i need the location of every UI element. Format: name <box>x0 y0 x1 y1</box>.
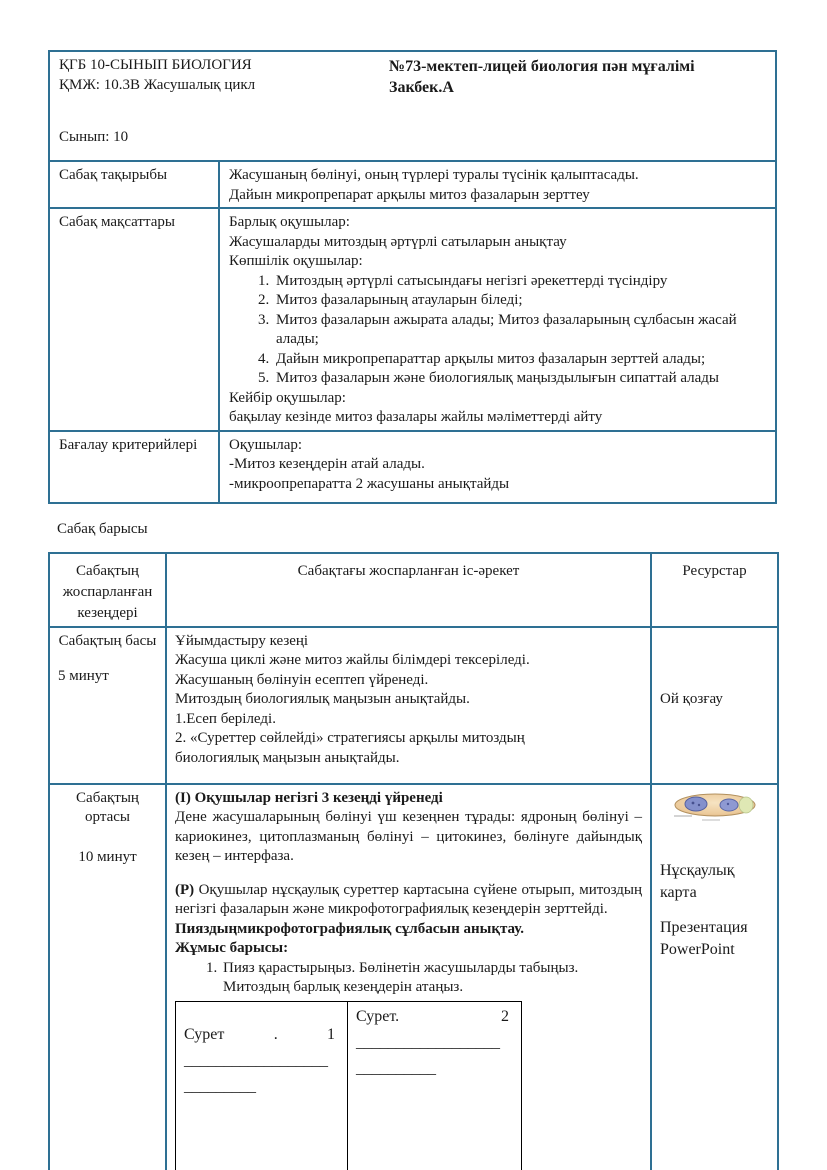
criteria-line-2: -Митоз кезеңдерін атай алады. <box>229 456 425 472</box>
topic-line-1: Жасушаның бөлінуі, оның түрлері туралы түсінік қалыптасады. <box>229 167 639 183</box>
figure-1-number: 1 <box>327 1025 335 1043</box>
plan-row-middle <box>49 784 778 1170</box>
activity-line: Жасуша циклі және митоз жайлы білімдері тексеріледі. <box>175 652 530 668</box>
figure-row <box>176 1001 522 1170</box>
document-content <box>48 50 777 1170</box>
info-header-cell <box>49 51 776 161</box>
criteria-label: Бағалау критерийлері <box>49 431 219 503</box>
plan-header-row <box>49 553 778 627</box>
activity-line: Жасушаның бөлінуін есептеп үйренеді. <box>175 671 429 688</box>
activity-start-cell <box>166 627 651 784</box>
goal-item: 4. Дайын микропрепараттар арқылы митоз фазаларын зерттей алады; <box>273 350 766 370</box>
figure-1-dot: . <box>273 1025 278 1043</box>
stage-start-cell <box>49 627 166 784</box>
stage-middle-label: Сабақтың ортасы <box>76 789 139 825</box>
stage-start-time: 5 минут <box>58 668 109 684</box>
figure-cell-2 <box>348 1001 522 1170</box>
criteria-line-3: -микроопрепаратта 2 жасушаны анықтайды <box>229 475 510 492</box>
criteria-row <box>49 431 776 503</box>
resource-start-label: Ой қозғау <box>660 690 723 707</box>
figure-1-blank-line-1: __________________ <box>184 1051 328 1069</box>
work-step-line-2: Митоздың барлық кезеңдерін атаңыз. <box>223 979 464 995</box>
criteria-value <box>219 431 776 503</box>
plan-header-stages: Сабақтың жоспарланған кезеңдері <box>49 553 166 627</box>
goals-some-students: Кейбір оқушылар: <box>229 389 346 406</box>
activity-line: Ұйымдастыру кезеңі <box>175 632 309 649</box>
resource-start-cell <box>651 627 778 784</box>
lesson-info-table <box>48 50 777 504</box>
unit-title: ҚМЖ: 10.3В Жасушалық цикл <box>59 76 256 93</box>
activity-line: Митоздың биологиялық маңызын анықтайды. <box>175 691 470 707</box>
activity-line: биологиялық маңызын анықтайды. <box>175 749 400 766</box>
goals-row <box>49 208 776 431</box>
resource-guide-card: Нұсқаулық карта <box>660 861 735 901</box>
figure-cell-1 <box>176 1001 348 1170</box>
lesson-plan-table <box>48 552 779 1170</box>
figure-2-title: Сурет. <box>356 1007 400 1025</box>
activity-p2-body: Оқушылар нұсқаулық суреттер картасына сүйене отырып, митоздың негізгі фазаларын және микрофотографиялық кезеңдерін зерттейді. <box>175 881 642 917</box>
activity-p3-title: Пияздыңмикрофотографиялық сұлбасын анықтау. <box>175 920 524 937</box>
topic-row <box>49 161 776 208</box>
goals-list <box>229 272 766 389</box>
course-title: ҚГБ 10-СЫНЫП БИОЛОГИЯ <box>59 57 252 73</box>
plan-header-resources: Ресурстар <box>651 553 778 627</box>
resource-middle-cell <box>651 784 778 1170</box>
goals-most-students: Көпшілік оқушылар: <box>229 253 363 269</box>
activity-p2 <box>175 881 642 920</box>
section-title: Сабақ барысы <box>57 520 148 537</box>
work-step-line-1: 1. Пияз қарастырыңыз. Бөлінетін жасушыларды табыңыз. <box>223 959 579 976</box>
stage-middle-time: 10 минут <box>78 848 137 865</box>
activity-line: 2. «Суреттер сөйлейді» стратегиясы арқылы митоздың <box>175 730 525 746</box>
class-line: Сынып: 10 <box>59 129 129 145</box>
activity-p1-body: Дене жасушаларының бөлінуі үш кезеңнен тұрады: ядроның бөлінуі – кариокинез, цитоплазманың бөлінуі – цитокинез, бөлінуге дайындық кезең – интерфаза. <box>175 809 642 864</box>
goals-some-students-goal: бақылау кезінде митоз фазалары жайлы мәліметтерді айту <box>229 409 603 425</box>
figure-2-number: 2 <box>501 1007 509 1025</box>
activity-middle-cell <box>166 784 651 1170</box>
goals-label: Сабақ мақсаттары <box>49 208 219 431</box>
topic-value <box>219 161 776 208</box>
header-right <box>389 56 766 98</box>
stage-middle-cell <box>49 784 166 1170</box>
goal-item: 3. Митоз фазаларын ажырата алады; Митоз фазаларының сұлбасын жасай алады; <box>273 311 766 350</box>
goals-all-students-goal: Жасушаларды митоздың әртүрлі сатыларын анықтау <box>229 233 567 250</box>
work-steps-list <box>175 959 642 998</box>
criteria-line-1: Оқушылар: <box>229 436 303 453</box>
activity-p4-title: Жұмыс барысы: <box>175 940 289 956</box>
stage-start-label: Сабақтың басы <box>58 632 157 649</box>
onion-cell-clipart-image <box>672 792 758 824</box>
plan-header-activity: Сабақтағы жоспарланған іс-әрекет <box>166 553 651 627</box>
goal-item: 1. Митоздың әртүрлі сатысындағы негізгі әрекеттерді түсіндіру <box>273 272 766 292</box>
figure-table <box>175 1001 522 1170</box>
activity-line: 1.Есеп беріледі. <box>175 710 276 727</box>
figure-1-blank-line-2: _________ <box>184 1077 256 1095</box>
goal-item: 2. Митоз фазаларының атауларын біледі; <box>273 291 766 311</box>
goal-item: 5. Митоз фазаларын және биологиялық маңыздылығын сипаттай алады <box>273 369 766 389</box>
goals-all-students: Барлық оқушылар: <box>229 214 350 230</box>
goals-value <box>219 208 776 431</box>
topic-line-2: Дайын микропрепарат арқылы митоз фазаларын зерттеу <box>229 186 590 203</box>
teacher-name: Закбек.А <box>389 79 454 96</box>
work-step-item <box>221 959 642 998</box>
resource-presentation: Презентация PowerPoint <box>660 918 748 958</box>
figure-2-blank-line-1: __________________ <box>356 1033 500 1051</box>
figure-1-title: Сурет <box>184 1025 225 1043</box>
activity-p1-title: (I) Оқушылар негізгі 3 кезеңді үйренеді <box>175 789 443 806</box>
paragraph-spacer <box>175 867 642 881</box>
header-top <box>59 56 766 98</box>
figure-2-blank-line-2: __________ <box>356 1059 436 1077</box>
info-header-row <box>49 51 776 161</box>
plan-row-start <box>49 627 778 784</box>
header-left <box>59 56 389 98</box>
school-line: №73-мектеп-лицей биология пән мұғалімі <box>389 58 695 75</box>
figure-2-title-line <box>356 1004 513 1030</box>
activity-p2-prefix: (Р) <box>175 881 195 898</box>
figure-1-title-line <box>184 1022 339 1048</box>
topic-label: Сабақ тақырыбы <box>49 161 219 208</box>
